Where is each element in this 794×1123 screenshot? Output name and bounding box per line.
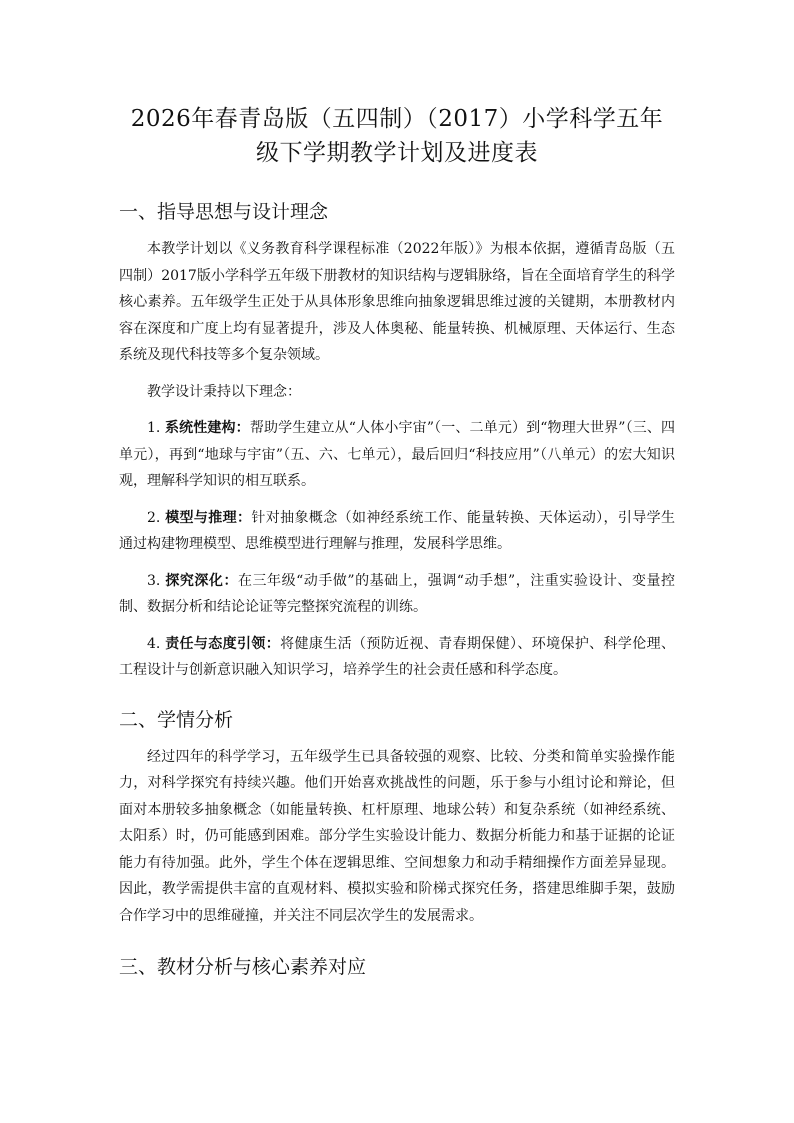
principle-item-1-term: 系统性建构： (164, 420, 250, 436)
section-heading-student-analysis: 二、学情分析 (119, 708, 234, 731)
principle-item-2-num: 2. (147, 509, 166, 526)
principle-item-2-term: 模型与推理： (165, 509, 252, 526)
principle-item-4-term: 责任与态度引领： (165, 635, 281, 652)
principle-item-3-text: 在三年级“动手做”的基础上，强调“动手想”，注重实验设计、变量控制、数据分析和结论论证等完整探究流程的训练。 (119, 572, 676, 615)
section-heading-textbook-analysis: 三、教材分析与核心素养对应 (119, 956, 367, 978)
principle-item-1 (119, 415, 675, 495)
principle-item-3-term: 探究深化： (165, 572, 238, 589)
principle-item-4 (119, 631, 675, 684)
principle-item-4-text: 将健康生活（预防近视、青春期保健）、环境保护、科学伦理、工程设计与创新意识融入知识学习，培养学生的社会责任感和科学态度。 (119, 635, 676, 678)
section2-body-paragraph: 经过四年的科学学习，五年级学生已具备较强的观察、比较、分类和简单实验操作能力，对科学探究有持续兴趣。他们开始喜欢挑战性的问题，乐于参与小组讨论和辩论，但面对本册较多抽象概念（如能量转换、杠杆原理、地球公转）和复杂系统（如神经系统、太阳系）时，仍可能感到困难。部分学生实验设计能力、数据分析能力和基于证据的论证能力有待加强。此外，学生个体在逻辑思维、空间想象力和动手精细操作方面差异显现。因此，教学需提供丰富的直观材料、模拟实验和阶梯式探究任务，搭建思维脚手架，鼓励合作学习中的思维碰撞，并关注不同层次学生的发展需求。 (119, 748, 675, 924)
principle-item-3 (119, 568, 675, 621)
principle-item-2-text: 针对抽象概念（如神经系统工作、能量转换、天体运动），引导学生通过构建物理模型、思维模型进行理解与推理，发展科学思维。 (119, 509, 676, 552)
title-line-1: 2026年春青岛版（五四制）（2017）小学科学五年 (130, 106, 664, 132)
principle-item-1-text: 帮助学生建立从“人体小宇宙”（一、二单元）到“物理大世界”（三、四单元），再到“地球与宇宙”（五、六、七单元），最后回归“科技应用”（八单元）的宏大知识观，理解科学知识的相互联系。 (119, 420, 675, 489)
principle-item-2 (119, 505, 675, 558)
document-title (119, 102, 675, 170)
principle-item-3-num: 3. (147, 572, 166, 589)
section1-intro-paragraph: 本教学计划以《义务教育科学课程标准（2022年版）》为根本依据，遵循青岛版（五四制）2017版小学科学五年级下册教材的知识结构与逻辑脉络，旨在全面培育学生的科学核心素养。五年级学生正处于从具体形象思维向抽象逻辑思维过渡的关键期，本册教材内容在深度和广度上均有显著提升，涉及人体奥秘、能量转换、机械原理、天体运行、生态系统及现代科技等多个复杂领域。 (119, 241, 675, 363)
section-heading-guiding-ideas: 一、指导思想与设计理念 (119, 201, 329, 223)
principle-item-1-num: 1. (147, 420, 165, 436)
title-line-2: 级下学期教学计划及进度表 (256, 140, 538, 166)
principle-item-4-num: 4. (147, 635, 166, 652)
principles-lead-paragraph: 教学设计秉持以下理念： (147, 383, 301, 400)
